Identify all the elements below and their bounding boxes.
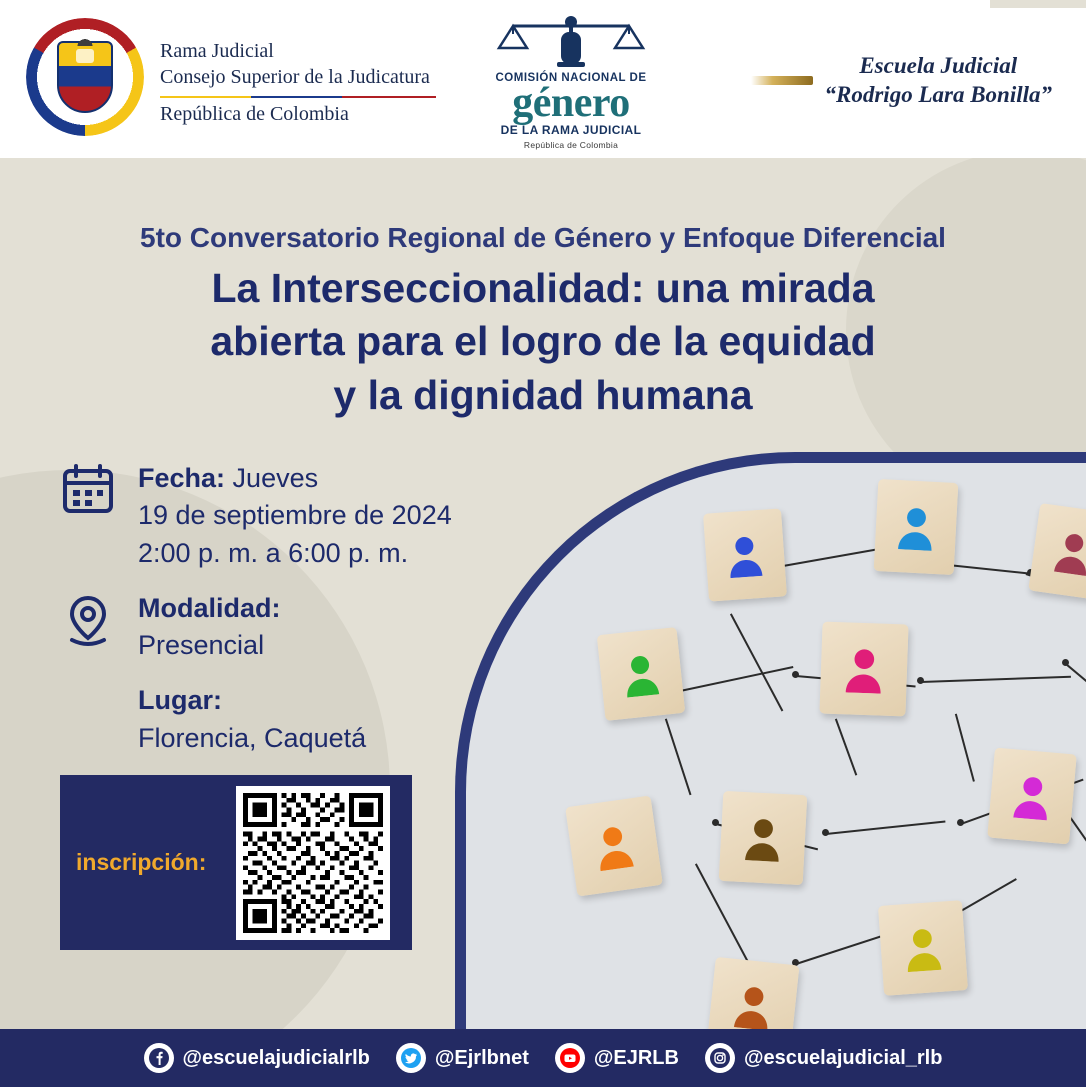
detail-place-value: Florencia, Caquetá xyxy=(138,722,367,753)
social-youtube-handle: @EJRLB xyxy=(593,1046,679,1069)
header-corner-strip xyxy=(990,0,1086,8)
event-title-line2: abierta para el logro de la equidad xyxy=(210,318,876,365)
detail-date xyxy=(62,460,532,572)
social-facebook-handle: @escuelajudicialrlb xyxy=(182,1046,370,1069)
social-twitter[interactable] xyxy=(396,1043,529,1073)
detail-date-line3: 2:00 p. m. a 6:00 p. m. xyxy=(138,537,409,568)
social-youtube[interactable] xyxy=(555,1043,679,1073)
detail-modality xyxy=(62,590,532,665)
event-title xyxy=(0,262,1086,422)
cube-person-pink xyxy=(819,622,908,717)
cube-person-orange xyxy=(565,795,663,896)
detail-date-line2: 19 de septiembre de 2024 xyxy=(138,500,452,531)
genero-small-label: COMISIÓN NACIONAL DE xyxy=(495,72,647,84)
escuela-line2: “Rodrigo Lara Bonilla” xyxy=(824,81,1052,107)
detail-place-label: Lugar: xyxy=(138,685,222,716)
cube-person-green xyxy=(597,627,686,721)
justice-scales-icon xyxy=(462,14,680,70)
twitter-icon xyxy=(396,1043,426,1073)
cube-person-brown xyxy=(719,791,808,885)
social-twitter-handle: @Ejrlbnet xyxy=(434,1046,529,1069)
youtube-icon xyxy=(555,1043,585,1073)
comision-genero-logo xyxy=(462,14,680,150)
colombia-shield-icon xyxy=(26,18,144,136)
footer-social-bar xyxy=(0,1029,1086,1087)
escuela-gold-bar xyxy=(751,76,813,85)
genero-wordmark: género xyxy=(512,80,630,126)
registration-label: inscripción: xyxy=(76,849,207,875)
calendar-icon xyxy=(62,460,120,572)
rama-judicial-logo xyxy=(26,18,436,136)
cube-person-yellow xyxy=(878,900,968,996)
event-title-line3: y la dignidad humana xyxy=(333,371,753,418)
genero-sub-label: DE LA RAMA JUDICIAL xyxy=(500,122,642,137)
escuela-judicial-logo xyxy=(751,52,1052,110)
rama-line3: República de Colombia xyxy=(160,103,349,126)
social-instagram-handle: @escuelajudicial_rlb xyxy=(743,1046,943,1069)
event-photo xyxy=(455,452,1086,1072)
escuela-line1: Escuela Judicial xyxy=(859,53,1018,78)
cube-person-blue xyxy=(874,479,959,575)
detail-date-value: Jueves xyxy=(232,463,319,493)
social-instagram[interactable] xyxy=(705,1043,942,1073)
header xyxy=(0,0,1086,158)
qr-code-icon[interactable] xyxy=(236,786,390,940)
rama-line2: Consejo Superior de la Judicatura xyxy=(160,66,430,88)
social-facebook[interactable] xyxy=(144,1043,370,1073)
facebook-icon xyxy=(144,1043,174,1073)
instagram-icon xyxy=(705,1043,735,1073)
event-title-line1: La Interseccionalidad: una mirada xyxy=(211,265,875,311)
rama-divider xyxy=(160,96,436,98)
genero-republic-label: República de Colombia xyxy=(523,139,619,150)
cube-person-magenta xyxy=(987,748,1077,845)
location-pin-icon xyxy=(62,590,120,665)
cube-person-blue-dark xyxy=(703,508,787,601)
cube-person-maroon xyxy=(1028,503,1086,601)
rama-line1: Rama Judicial xyxy=(160,39,274,62)
registration-box xyxy=(60,775,412,950)
detail-date-label: Fecha: xyxy=(138,463,226,493)
event-pretitle: 5to Conversatorio Regional de Género y Enfoque Diferencial xyxy=(140,222,946,253)
detail-modality-label: Modalidad: xyxy=(138,592,281,623)
detail-modality-value: Presencial xyxy=(138,630,265,660)
network-cubes-illustration xyxy=(466,463,1086,1072)
